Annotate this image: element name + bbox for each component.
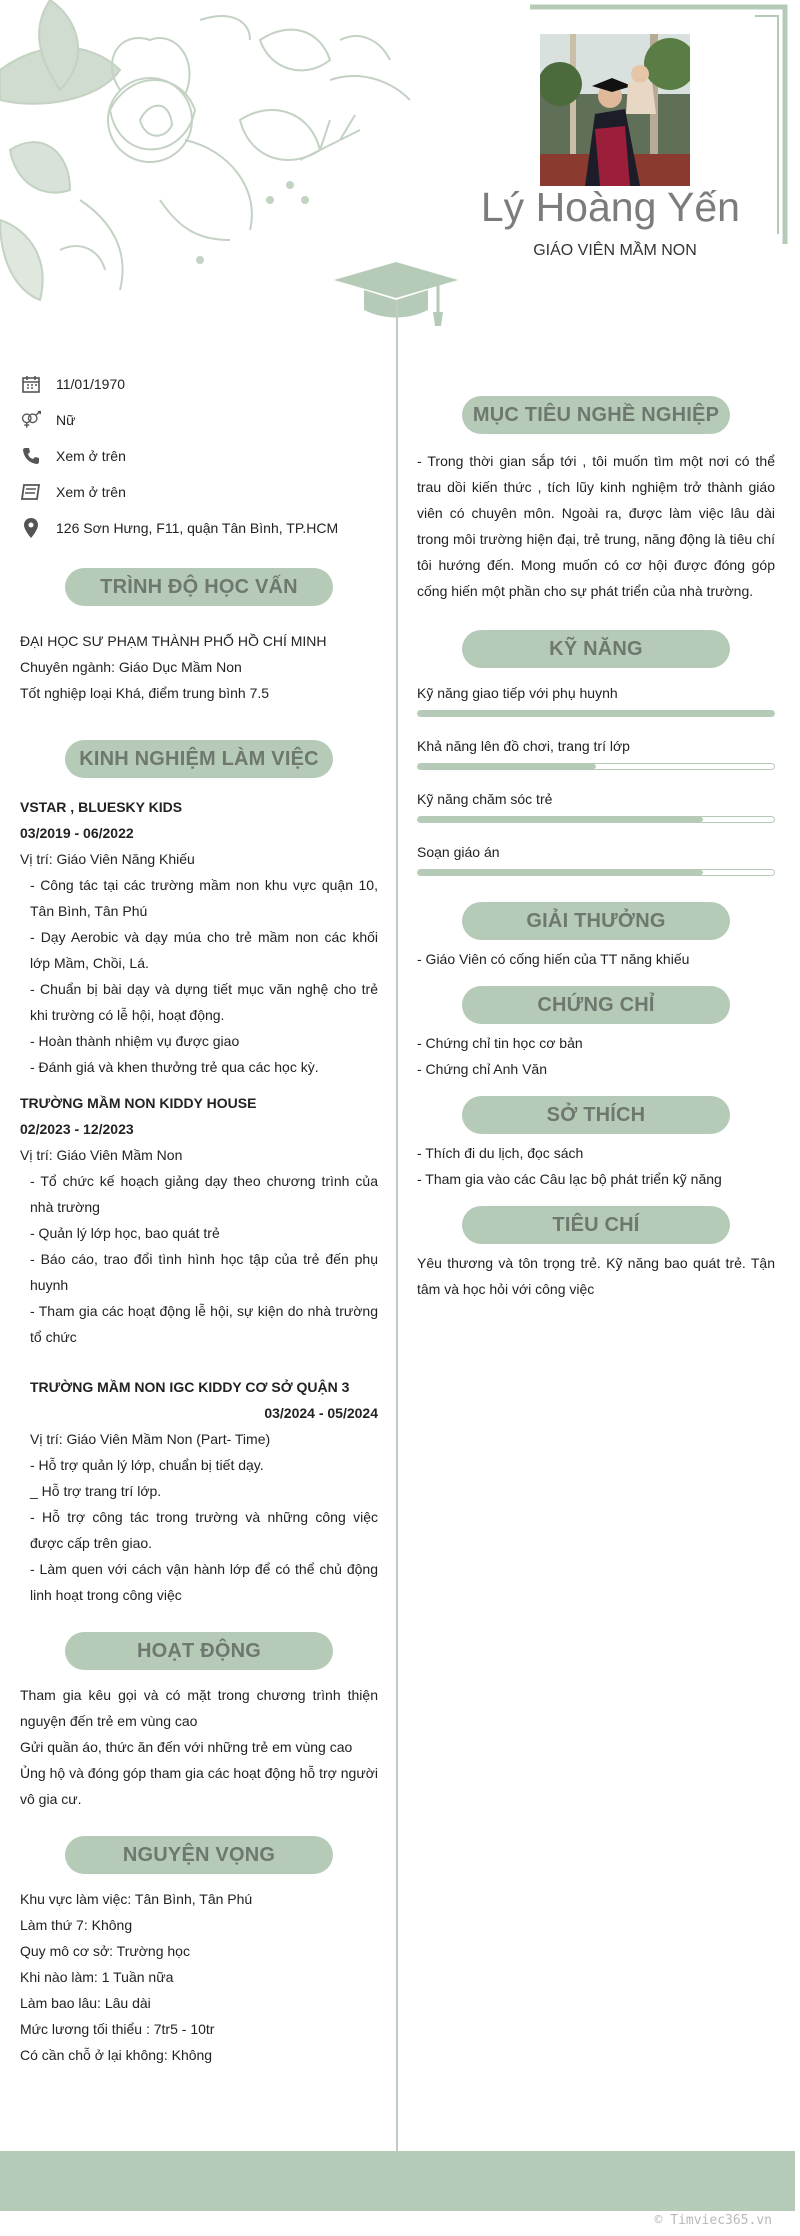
address-value: 126 Sơn Hưng, F11, quận Tân Bình, TP.HCM	[56, 520, 339, 536]
skill-bar	[417, 763, 775, 770]
skill-bar	[417, 710, 775, 717]
candidate-name: Lý Hoàng Yến	[480, 184, 740, 230]
skill-label: Kỹ năng chăm sóc trẻ	[417, 791, 553, 807]
gender-row	[20, 402, 378, 438]
skill-bar-fill	[418, 870, 703, 875]
skill-bar-fill	[418, 711, 774, 716]
candidate-role: GIÁO VIÊN MẦM NON	[533, 242, 697, 259]
job-company: TRƯỜNG MẦM NON KIDDY HOUSE	[20, 1095, 257, 1111]
education-heading: TRÌNH ĐỘ HỌC VẤN	[65, 568, 333, 606]
award-item: - Giáo Viên có cống hiến của TT năng khiếu	[417, 951, 690, 967]
address-row	[20, 510, 378, 546]
job-company: TRƯỜNG MẦM NON IGC KIDDY CƠ SỞ QUẬN 3	[30, 1379, 350, 1395]
skills-heading: KỸ NĂNG	[462, 630, 730, 668]
criteria-text: Yêu thương và tôn trọng trẻ. Kỹ năng bao quát trẻ. Tận tâm và học hỏi với công việc	[417, 1255, 775, 1297]
job-task: - Tổ chức kế hoạch giảng dạy theo chương trình của nhà trường	[30, 1173, 378, 1215]
job-position: Vị trí: Giáo Viên Mầm Non	[20, 1147, 183, 1163]
phone-row	[20, 438, 378, 474]
aspiration-item: Quy mô cơ sở: Trường học	[20, 1943, 190, 1959]
objective-heading: MỤC TIÊU NGHỀ NGHIỆP	[462, 396, 730, 434]
job-task: - Chuẩn bị bài dạy và dựng tiết mục văn nghệ cho trẻ khi trường có lễ hội, hoạt động.	[30, 981, 378, 1023]
education-school: ĐẠI HỌC SƯ PHẠM THÀNH PHỐ HỒ CHÍ MINH	[20, 633, 327, 649]
hobby-item: - Thích đi du lịch, đọc sách	[417, 1145, 584, 1161]
left-column	[20, 366, 378, 2068]
job-task: - Hỗ trợ quản lý lớp, chuẩn bị tiết dạy.	[30, 1457, 264, 1473]
education-grade: Tốt nghiệp loại Khá, điểm trung bình 7.5	[20, 685, 270, 701]
job-task: - Hỗ trợ công tác trong trường và những công việc được cấp trên giao.	[30, 1509, 378, 1551]
aspirations-heading: NGUYỆN VỌNG	[65, 1836, 333, 1874]
objective-text: - Trong thời gian sắp tới , tôi muốn tìm một nơi có thể trau dồi kiến thức , tích lũy kinh nghiệm trở thành giáo viên có chuyên môn. Ngoài ra, được làm việc lâu dài trong môi trường hiện đại, trẻ trung, năng động là tiêu chí tôi hướng đến. Mong muốn có cơ hội được đóng góp cống hiến một phần cho sự phát triển của nhà trường.	[417, 453, 775, 599]
aspiration-item: Làm bao lâu: Lâu dài	[20, 1995, 151, 2011]
job-task: - Công tác tại các trường mầm non khu vực quận 10, Tân Bình, Tân Phú	[30, 877, 378, 919]
skill-label: Soạn giáo án	[417, 844, 500, 860]
email-row	[20, 474, 378, 510]
location-pin-icon	[20, 517, 42, 539]
skill-item	[417, 735, 775, 770]
footer-credit: © Timviec365.vn	[654, 2213, 772, 2228]
criteria-heading: TIÊU CHÍ	[462, 1206, 730, 1244]
phone-icon	[20, 445, 42, 467]
aspiration-item: Làm thứ 7: Không	[20, 1917, 133, 1933]
education-major: Chuyên ngành: Giáo Dục Mầm Non	[20, 659, 242, 675]
experience-heading: KINH NGHIỆM LÀM VIỆC	[65, 740, 333, 778]
skill-bar-fill	[418, 817, 703, 822]
job-task: _ Hỗ trợ trang trí lớp.	[30, 1483, 162, 1499]
hobbies-heading: SỞ THÍCH	[462, 1096, 730, 1134]
birthdate-row	[20, 366, 378, 402]
awards-heading: GIẢI THƯỞNG	[462, 902, 730, 940]
activity-item: Gửi quần áo, thức ăn đến với những trẻ em vùng cao	[20, 1739, 353, 1755]
aspiration-item: Mức lương tối thiểu : 7tr5 - 10tr	[20, 2021, 215, 2037]
calendar-icon	[20, 373, 42, 395]
job-task: - Hoàn thành nhiệm vụ được giao	[30, 1033, 240, 1049]
phone-value: Xem ở trên	[56, 448, 126, 464]
job-period: 03/2024 - 05/2024	[264, 1405, 378, 1421]
job-task: - Đánh giá và khen thưởng trẻ qua các học kỳ.	[30, 1059, 319, 1075]
job-task: - Quản lý lớp học, bao quát trẻ	[30, 1225, 220, 1241]
job-period: 02/2023 - 12/2023	[20, 1121, 134, 1137]
job-task: - Báo cáo, trao đổi tình hình học tập của trẻ đến phụ huynh	[30, 1251, 378, 1293]
gender-icon	[20, 409, 42, 431]
aspiration-item: Khu vực làm việc: Tân Bình, Tân Phú	[20, 1891, 253, 1907]
skill-label: Khả năng lên đồ chơi, trang trí lớp	[417, 738, 630, 754]
job-position: Vị trí: Giáo Viên Mầm Non (Part- Time)	[30, 1431, 271, 1447]
aspiration-item: Có cần chỗ ở lại không: Không	[20, 2047, 213, 2063]
gender-value: Nữ	[56, 412, 76, 428]
right-column	[417, 396, 775, 1302]
skill-item	[417, 682, 775, 717]
skill-bar	[417, 869, 775, 876]
job-task: - Tham gia các hoạt động lễ hội, sự kiện do nhà trường tổ chức	[30, 1303, 378, 1345]
email-icon	[20, 481, 42, 503]
birthdate-value: 11/01/1970	[56, 376, 126, 392]
skill-bar-fill	[418, 764, 596, 769]
profile-photo	[540, 34, 690, 186]
job-position: Vị trí: Giáo Viên Năng Khiếu	[20, 851, 195, 867]
activity-item: Ủng hộ và đóng góp tham gia các hoạt động hỗ trợ người vô gia cư.	[20, 1765, 378, 1807]
certificate-item: - Chứng chỉ Anh Văn	[417, 1061, 548, 1077]
job-period: 03/2019 - 06/2022	[20, 825, 134, 841]
job-task: - Làm quen với cách vận hành lớp để có thể chủ động linh hoạt trong công việc	[30, 1561, 378, 1603]
skill-label: Kỹ năng giao tiếp với phụ huynh	[417, 685, 618, 701]
activity-item: Tham gia kêu gọi và có mặt trong chương trình thiện nguyện đến trẻ em vùng cao	[20, 1687, 378, 1729]
hobby-item: - Tham gia vào các Câu lạc bộ phát triển kỹ năng	[417, 1171, 722, 1187]
footer-band	[0, 2151, 795, 2211]
center-divider	[396, 300, 398, 2152]
certificates-heading: CHỨNG CHỈ	[462, 986, 730, 1024]
job-task: - Dạy Aerobic và dạy múa cho trẻ mầm non các khối lớp Mầm, Chồi, Lá.	[30, 929, 378, 971]
job-company: VSTAR , BLUESKY KIDS	[20, 799, 183, 815]
activities-heading: HOẠT ĐỘNG	[65, 1632, 333, 1670]
certificate-item: - Chứng chỉ tin học cơ bản	[417, 1035, 583, 1051]
email-value: Xem ở trên	[56, 484, 126, 500]
skill-bar	[417, 816, 775, 823]
skill-item	[417, 841, 775, 876]
skill-item	[417, 788, 775, 823]
aspiration-item: Khi nào làm: 1 Tuần nữa	[20, 1969, 174, 1985]
